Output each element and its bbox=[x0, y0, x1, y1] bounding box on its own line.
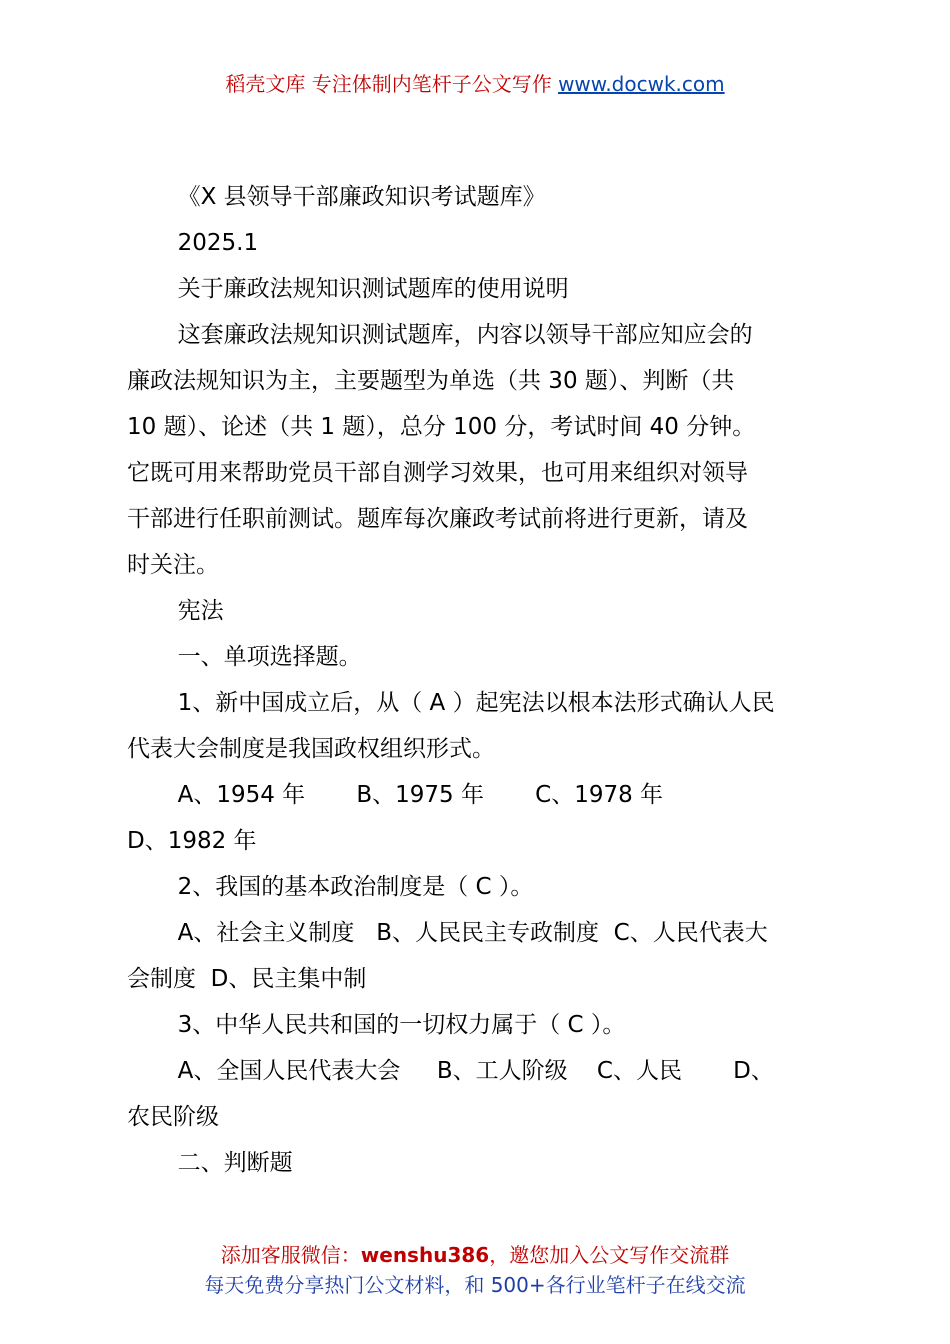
question-3-options: A、全国人民代表大会 B、工人阶级 C、人民 D、 bbox=[177, 1058, 774, 1084]
question-1-options-continued: D、1982 年 bbox=[127, 828, 257, 854]
question-2-options-continued: 会制度 D、民主集中制 bbox=[127, 966, 367, 992]
intro-line: 它既可用来帮助党员干部自测学习效果，也可用来组织对领导 bbox=[127, 460, 748, 486]
intro-heading: 关于廉政法规知识测试题库的使用说明 bbox=[177, 276, 569, 302]
footer-suffix: ，邀您加入公文写作交流群 bbox=[489, 1243, 730, 1267]
document-body bbox=[127, 174, 833, 1186]
document-title: 《X 县领导干部廉政知识考试题库》 bbox=[177, 184, 546, 210]
header-brand: 稻壳文库 专注体制内笔杆子公文写作 bbox=[225, 72, 552, 96]
question-3-options-continued: 农民阶级 bbox=[127, 1104, 219, 1130]
question-2: 2、我国的基本政治制度是（ C ）。 bbox=[177, 874, 534, 900]
footer-promo-line: 每天免费分享热门公文材料，和 500+各行业笔杆子在线交流 bbox=[204, 1273, 746, 1297]
part-one-heading: 一、单项选择题。 bbox=[177, 644, 362, 670]
question-2-options: A、社会主义制度 B、人民民主专政制度 C、人民代表大 bbox=[177, 920, 768, 946]
question-1-continued: 代表大会制度是我国政权组织形式。 bbox=[127, 736, 495, 762]
intro-line: 时关注。 bbox=[127, 552, 219, 578]
intro-line: 10 题）、论述（共 1 题），总分 100 分，考试时间 40 分钟。 bbox=[127, 414, 756, 440]
part-two-heading: 二、判断题 bbox=[177, 1150, 293, 1176]
header-url-link[interactable]: www.docwk.com bbox=[558, 72, 725, 96]
intro-line: 干部进行任职前测试。题库每次廉政考试前将进行更新，请及 bbox=[127, 506, 748, 532]
intro-line: 这套廉政法规知识测试题库，内容以领导干部应知应会的 bbox=[177, 322, 753, 348]
page-header bbox=[0, 70, 950, 98]
intro-line: 廉政法规知识为主，主要题型为单选（共 30 题）、判断（共 bbox=[127, 368, 735, 394]
question-1: 1、新中国成立后，从（ A ）起宪法以根本法形式确认人民 bbox=[177, 690, 775, 716]
footer-contact-line bbox=[0, 1240, 950, 1270]
footer-wechat-id: wenshu386 bbox=[360, 1243, 490, 1267]
section-title: 宪法 bbox=[177, 598, 224, 624]
question-3: 3、中华人民共和国的一切权力属于（ C ）。 bbox=[177, 1012, 626, 1038]
page-footer bbox=[0, 1240, 950, 1300]
document-date: 2025.1 bbox=[177, 230, 259, 256]
footer-prefix: 添加客服微信： bbox=[220, 1243, 361, 1267]
question-1-options: A、1954 年 B、1975 年 C、1978 年 bbox=[177, 782, 664, 808]
